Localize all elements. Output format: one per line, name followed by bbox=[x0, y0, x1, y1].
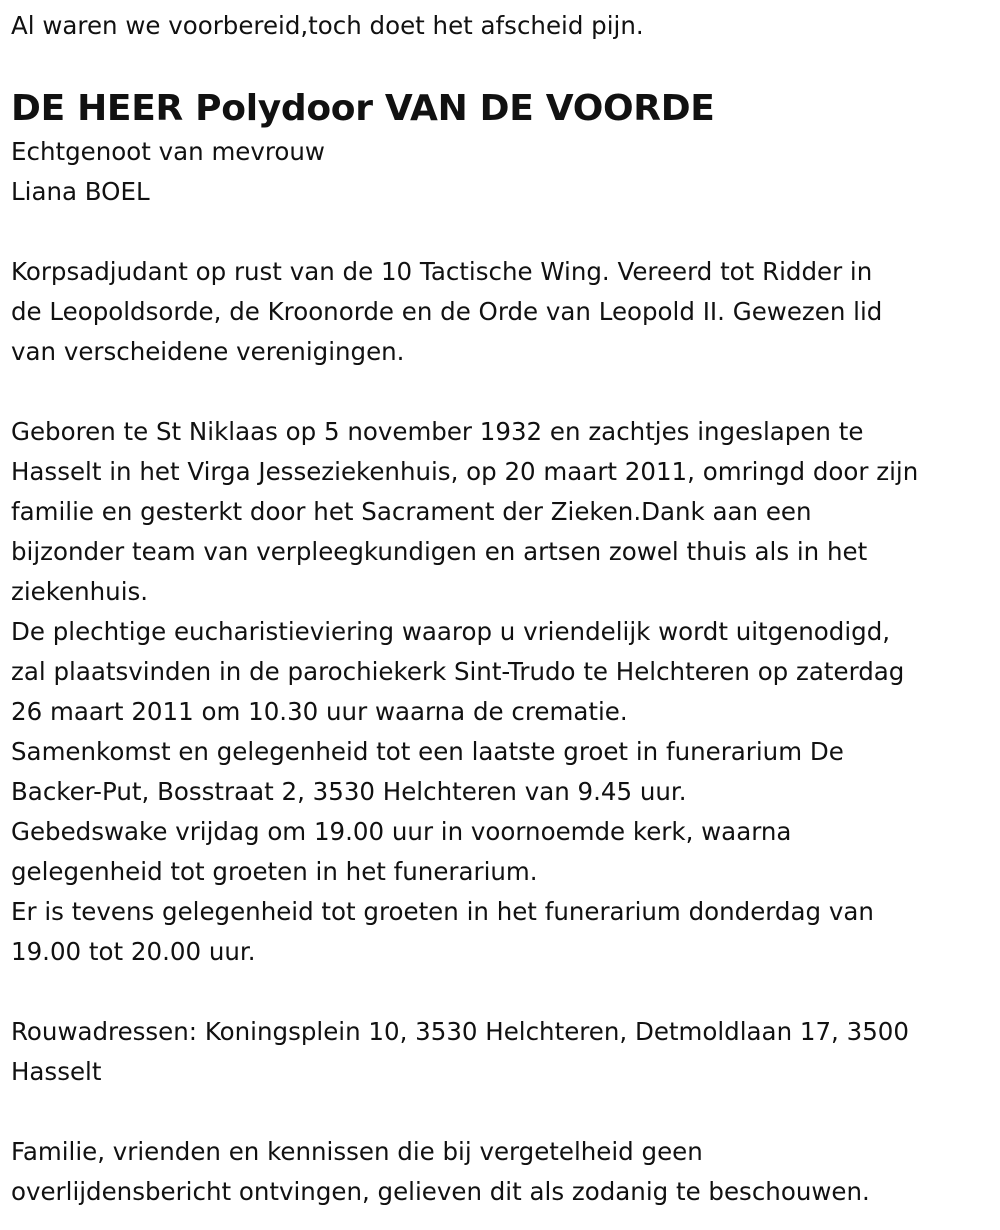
details-line: Samenkomst en gelegenheid tot een laatste groet in funerarium De bbox=[11, 737, 844, 766]
closing-line: overlijdensbericht ontvingen, gelieven dit als zodanig te beschouwen. bbox=[11, 1177, 870, 1206]
details-line: Er is tevens gelegenheid tot groeten in het funerarium donderdag van bbox=[11, 897, 874, 926]
details-line: Backer-Put, Bosstraat 2, 3530 Helchteren van 9.45 uur. bbox=[11, 777, 687, 806]
details-line: gelegenheid tot groeten in het funerarium. bbox=[11, 857, 538, 886]
spouse-line-2: Liana BOEL bbox=[11, 177, 150, 206]
details-line: 26 maart 2011 om 10.30 uur waarna de crematie. bbox=[11, 697, 628, 726]
details-line: Gebedswake vrijdag om 19.00 uur in voornoemde kerk, waarna bbox=[11, 817, 792, 846]
addresses-paragraph bbox=[11, 1012, 996, 1092]
addresses-line: Rouwadressen: Koningsplein 10, 3530 Helchteren, Detmoldlaan 17, 3500 bbox=[11, 1017, 909, 1046]
details-line: 19.00 tot 20.00 uur. bbox=[11, 937, 256, 966]
closing-line: Familie, vrienden en kennissen die bij vergetelheid geen bbox=[11, 1137, 703, 1166]
spacer bbox=[11, 212, 996, 252]
details-line: Geboren te St Niklaas op 5 november 1932 en zachtjes ingeslapen te bbox=[11, 417, 864, 446]
career-line: Korpsadjudant op rust van de 10 Tactische Wing. Vereerd tot Ridder in bbox=[11, 257, 873, 286]
details-paragraph bbox=[11, 412, 996, 972]
details-line: familie en gesterkt door het Sacrament der Zieken.Dank aan een bbox=[11, 497, 812, 526]
details-line: Hasselt in het Virga Jesseziekenhuis, op 20 maart 2011, omringd door zijn bbox=[11, 457, 919, 486]
details-line: zal plaatsvinden in de parochiekerk Sint-Trudo te Helchteren op zaterdag bbox=[11, 657, 905, 686]
spouse-line-1: Echtgenoot van mevrouw bbox=[11, 137, 325, 166]
career-line: van verscheidene verenigingen. bbox=[11, 337, 405, 366]
closing-paragraph bbox=[11, 1132, 996, 1212]
details-line: bijzonder team van verpleegkundigen en artsen zowel thuis als in het bbox=[11, 537, 868, 566]
spacer bbox=[11, 372, 996, 412]
details-line: ziekenhuis. bbox=[11, 577, 149, 606]
obituary-document bbox=[11, 6, 996, 1212]
spacer bbox=[11, 1092, 996, 1132]
addresses-line: Hasselt bbox=[11, 1057, 102, 1086]
career-line: de Leopoldsorde, de Kroonorde en de Orde van Leopold II. Gewezen lid bbox=[11, 297, 883, 326]
deceased-name-heading: DE HEER Polydoor VAN DE VOORDE bbox=[11, 88, 715, 129]
motto: Al waren we voorbereid,toch doet het afscheid pijn. bbox=[11, 11, 644, 40]
career-paragraph bbox=[11, 252, 996, 372]
spacer bbox=[11, 972, 996, 1012]
details-line: De plechtige eucharistieviering waarop u vriendelijk wordt uitgenodigd, bbox=[11, 617, 891, 646]
